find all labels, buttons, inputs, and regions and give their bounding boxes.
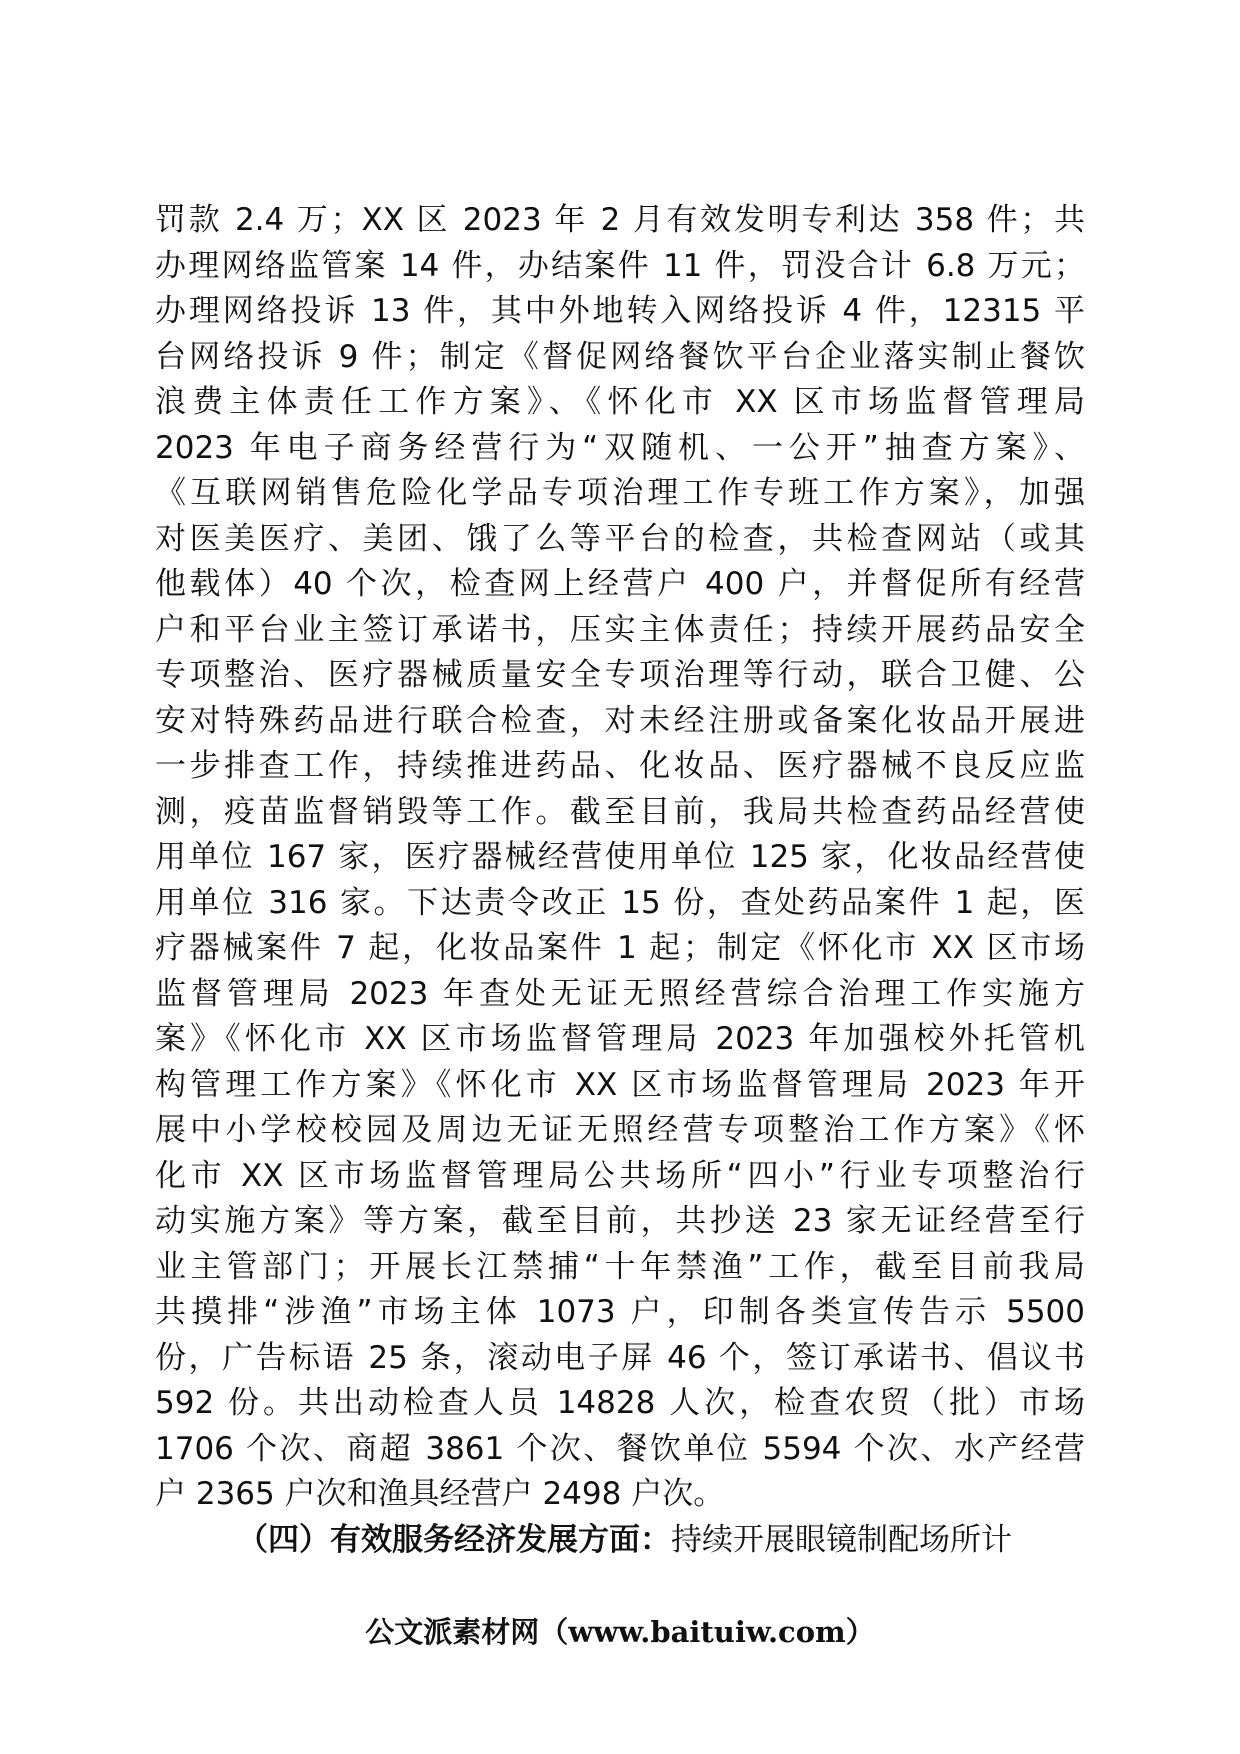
text-line: 监督管理局 2023 年查处无证无照经营综合治理工作实施方 (155, 975, 1085, 1012)
text-line: 592 份。共出动检查人员 14828 人次，检查农贸（批）市场 (155, 1385, 1085, 1421)
text-line: 一步排查工作，持续推进药品、化妆品、医疗器械不良反应监 (155, 748, 1085, 784)
text-line: 业主管部门；开展长江禁捕“十年禁渔”工作，截至目前我局 (155, 1248, 1085, 1285)
section-text: 持续开展眼镜制配场所计 (671, 1521, 1012, 1558)
text-line: 份，广告标语 25 条，滚动电子屏 46 个，签订承诺书、倡议书 (155, 1339, 1085, 1376)
text-line: 化市 XX 区市场监督管理局公共场所“四小”行业专项整治行 (155, 1157, 1085, 1194)
section-heading: （四）有效服务经济发展方面： (237, 1521, 671, 1558)
text-line: 户 2365 户次和渔具经营户 2498 户次。 (155, 1476, 725, 1512)
text-line: 2023 年电子商务经营行为“双随机、一公开”抽查方案》、 (155, 429, 1085, 466)
text-line: 动实施方案》等方案，截至目前，共抄送 23 家无证经营至行 (155, 1203, 1085, 1239)
footer-watermark: 公文派素材网（www.baituiw.com） (365, 1615, 875, 1649)
text-line: 罚款 2.4 万；XX 区 2023 年 2 月有效发明专利达 358 件；共 (155, 202, 1085, 238)
body-text (155, 198, 1085, 1563)
text-line: 《互联网销售危险化学品专项治理工作专班工作方案》，加强 (155, 475, 1085, 511)
text-line: 共摸排“涉渔”市场主体 1073 户，印制各类宣传告示 5500 (155, 1294, 1085, 1330)
text-line: 对医美医疗、美团、饿了么等平台的检查，共检查网站（或其 (155, 520, 1085, 557)
text-line: 疗器械案件 7 起，化妆品案件 1 起；制定《怀化市 XX 区市场 (155, 930, 1085, 966)
text-line: 他载体）40 个次，检查网上经营户 400 户，并督促所有经营 (155, 566, 1085, 602)
text-line: 办理网络投诉 13 件，其中外地转入网络投诉 4 件，12315 平 (155, 293, 1085, 329)
text-line: 专项整治、医疗器械质量安全专项治理等行动，联合卫健、公 (155, 657, 1085, 693)
text-line: 用单位 167 家，医疗器械经营使用单位 125 家，化妆品经营使 (155, 839, 1085, 875)
text-line: 案》《怀化市 XX 区市场监督管理局 2023 年加强校外托管机 (155, 1021, 1085, 1057)
section-four-line (155, 1518, 1085, 1564)
text-line: 台网络投诉 9 件；制定《督促网络餐饮平台企业落实制止餐饮 (155, 338, 1085, 375)
text-line: 1706 个次、商超 3861 个次、餐饮单位 5594 个次、水产经营 (155, 1430, 1085, 1467)
text-line: 展中小学校校园及周边无证无照经营专项整治工作方案》《怀 (155, 1112, 1085, 1148)
text-line: 构管理工作方案》《怀化市 XX 区市场监督管理局 2023 年开 (155, 1066, 1085, 1103)
text-line: 浪费主体责任工作方案》、《怀化市 XX 区市场监督管理局 (155, 384, 1085, 420)
text-line: 安对特殊药品进行联合检查，对未经注册或备案化妆品开展进 (155, 702, 1085, 739)
text-line: 办理网络监管案 14 件，办结案件 11 件，罚没合计 6.8 万元； (155, 247, 1085, 284)
text-line: 测，疫苗监督销毁等工作。截至目前，我局共检查药品经营使 (155, 793, 1085, 830)
text-line: 用单位 316 家。下达责令改正 15 份，查处药品案件 1 起，医 (155, 884, 1085, 921)
text-line: 户和平台业主签订承诺书，压实主体责任；持续开展药品安全 (155, 611, 1085, 648)
